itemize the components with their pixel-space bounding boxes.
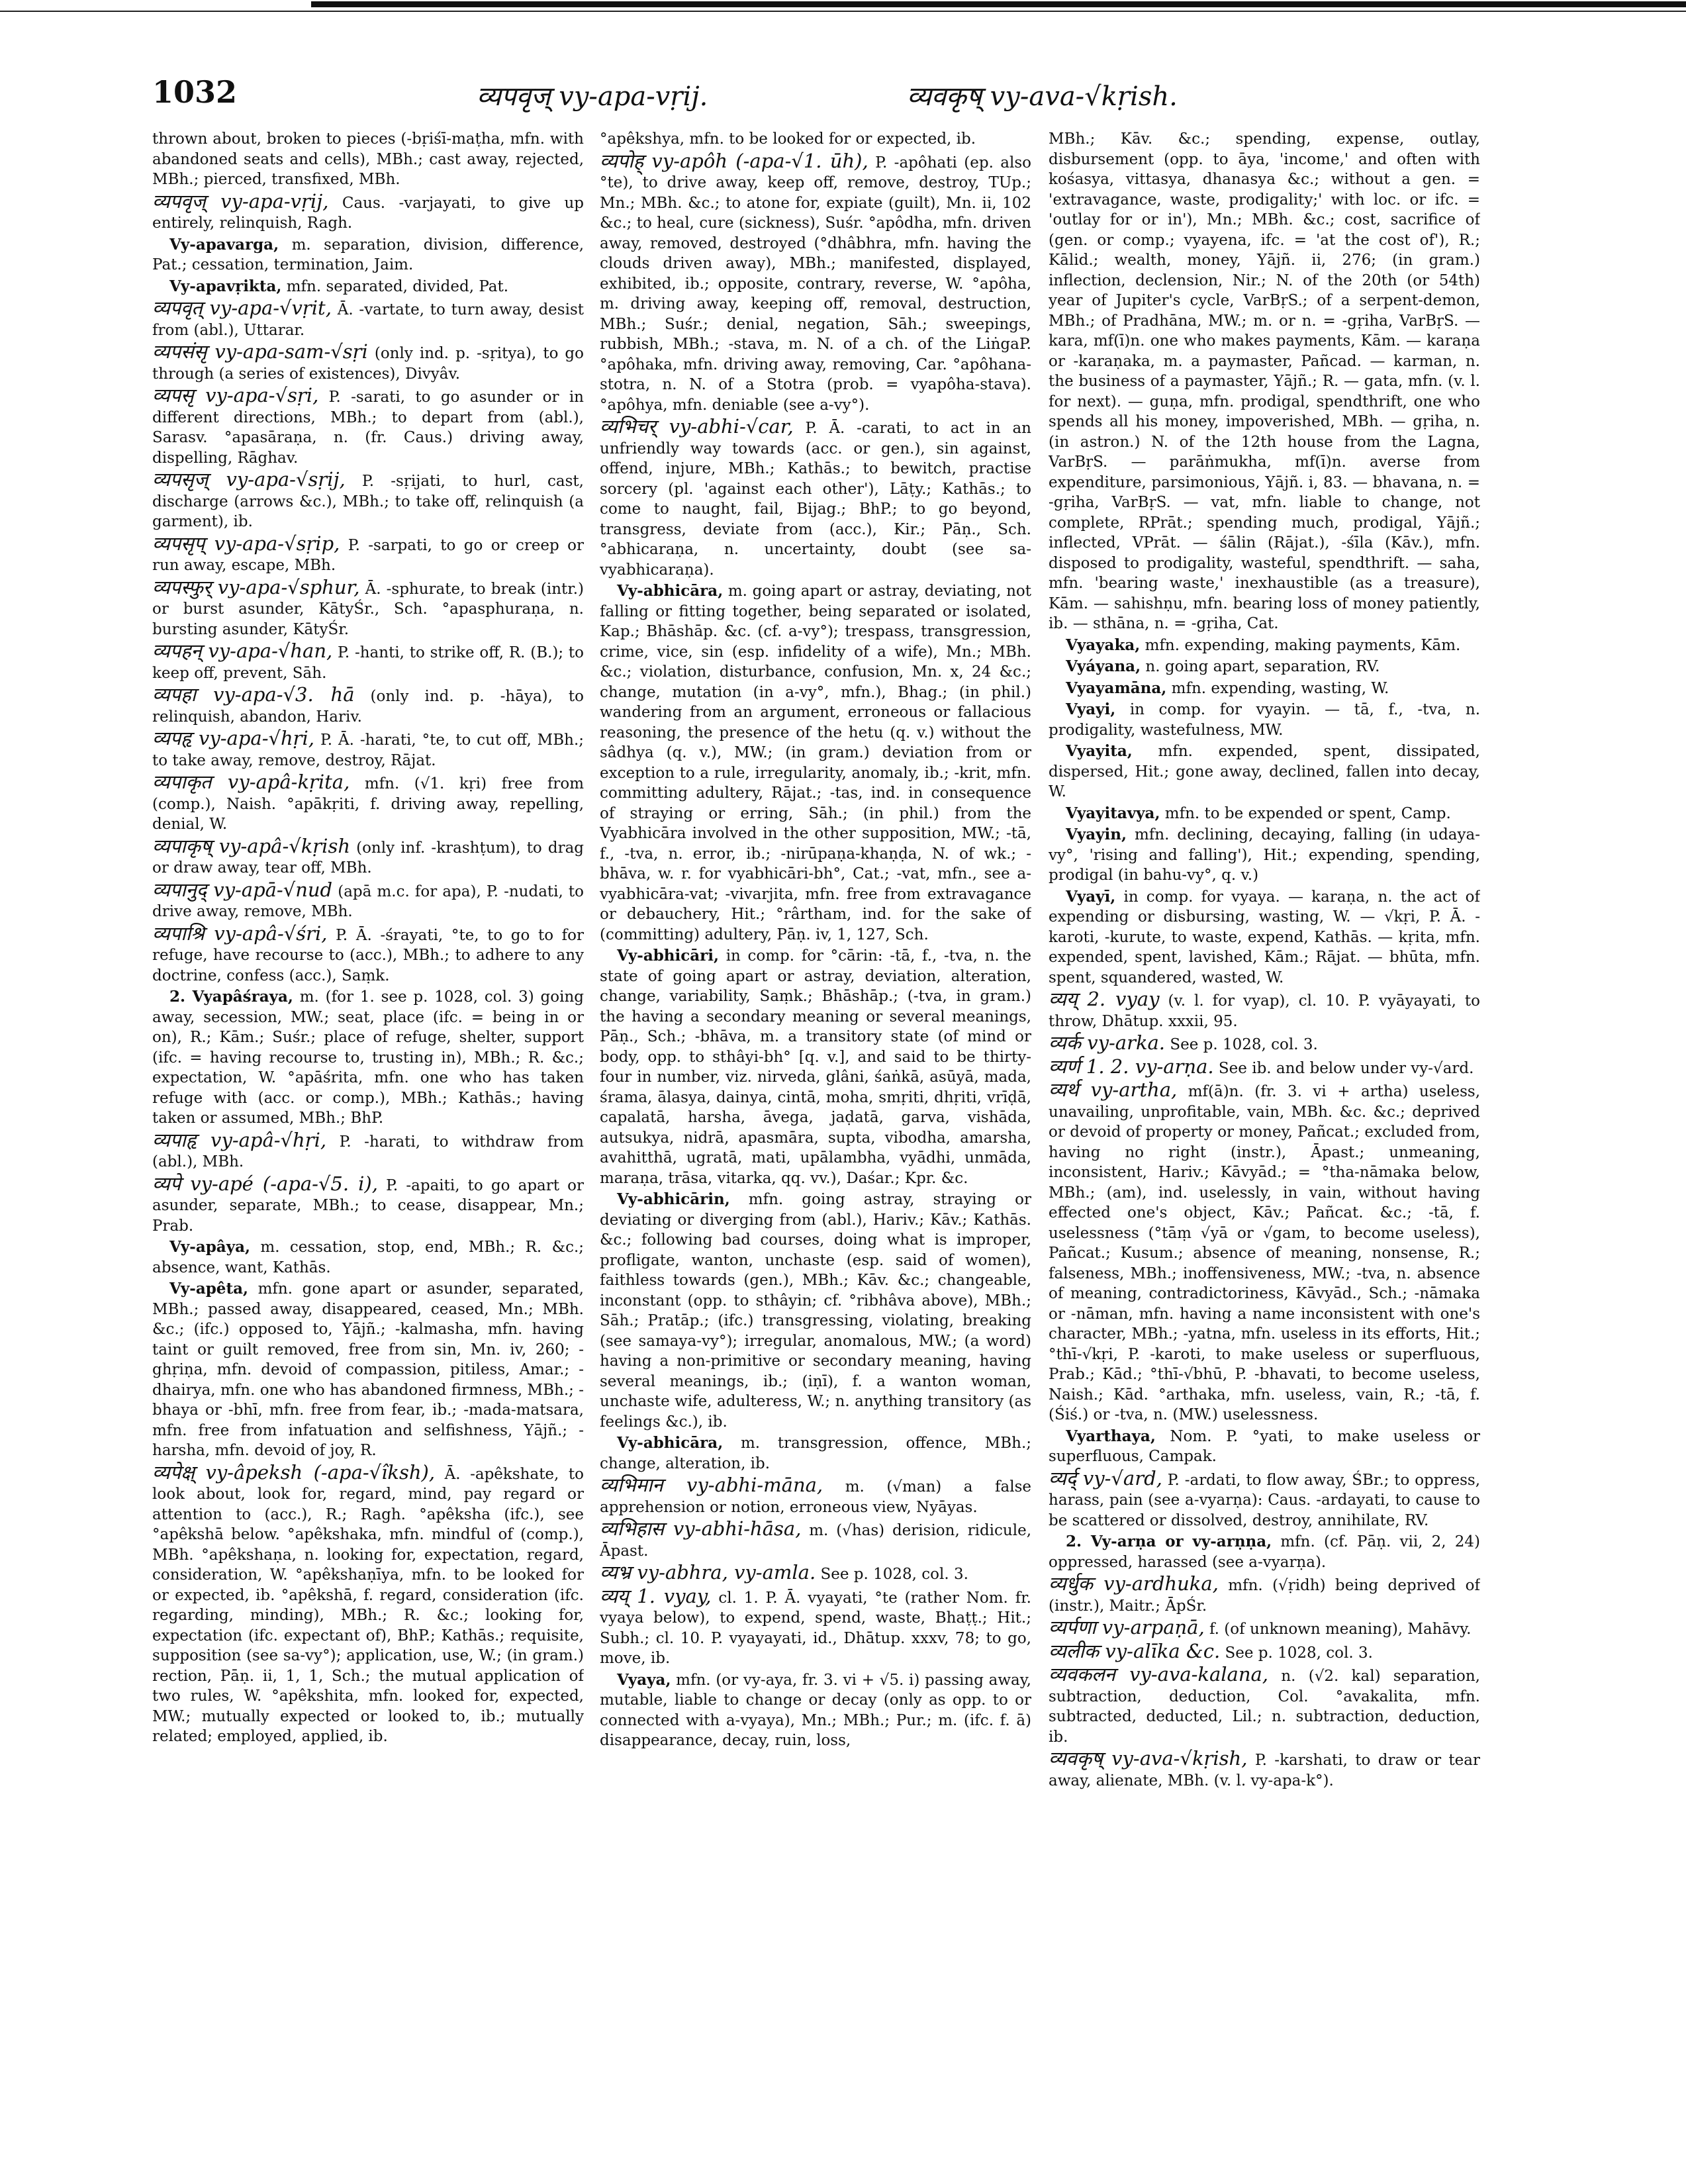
entry-headword: व्यपे vy-apé (-apa-√5. i), <box>152 1172 378 1195</box>
entry-headword: व्यभ्र vy-abhra, vy-amla. <box>600 1561 816 1584</box>
dictionary-entry <box>152 641 584 683</box>
entry-headword: Vyayin, <box>1066 826 1127 843</box>
entry-headword: व्यपेक्ष् vy-âpeksh (-apa-√îksh), <box>152 1460 436 1484</box>
dictionary-entry <box>152 685 584 727</box>
dictionary-entry <box>152 924 584 986</box>
entry-definition: mfn. declining, decaying, falling (in udaya-vy°, 'rising and falling'), Hit.; expending, spending, prodigal (in bahu-vy°, q. v.) <box>1049 826 1480 884</box>
dictionary-entry <box>1049 1664 1480 1747</box>
dictionary-entry <box>1049 1641 1480 1664</box>
entry-headword: Vy-apâya, <box>169 1238 250 1256</box>
entry-headword: Vyáyana, <box>1066 657 1141 675</box>
entry-definition: in comp. for °cārin: -tā, f., -tva, n. the state of going apart or astray, deviation, alteration, change, variability, Saṃk.; Bhāshāp.; (-tva, in gram.) the having a secondary meaning or several meanings, Pāṇ., Sch.; -bhāva, m. a transitory state (of mind or body, opp. to sthâyi-bh° [q. v.], and said to be thirty-four in number, viz. nirveda, glâni, śaṅkā, asūyā, mada, śrama, ālasya, dainya, cintā, moha, smṛiti, dhṛiti, vrīḍā, capalatā, harsha, āvega, jaḍatā, garva, vishāda, autsukya, nidrā, apasmāra, supta, vibodha, amarsha, avahitthā, ugratā, mati, upālambha, vyādhi, unmāda, maraṇa, trāsa, vitarka, qq. vv.), Daśar.; Kpr. &c. <box>600 947 1031 1187</box>
entry-headword: व्यपहा vy-apa-√3. hā <box>152 683 355 706</box>
entry-headword: व्यपवृत् vy-apa-√vṛit, <box>152 297 332 319</box>
dictionary-entry <box>152 1174 584 1237</box>
entry-headword: व्यपहन् vy-apa-√han, <box>152 640 333 662</box>
entry-definition: Caus. -varjayati, to give up entirely, relinquish, Ragh. <box>152 194 584 232</box>
entry-definition: mfn. expended, spent, dissipated, dispersed, Hit.; gone away, declined, fallen into decay, W. <box>1049 743 1480 800</box>
dictionary-entry <box>600 1475 1031 1517</box>
sub-entry <box>1049 636 1480 656</box>
entry-headword: Vyayita, <box>1066 742 1133 760</box>
entry-definition: n. going apart, separation, RV. <box>1145 658 1380 675</box>
entry-headword: व्यपाहृ vy-apâ-√hṛi, <box>152 1128 327 1151</box>
top-thin-rule <box>0 11 1686 12</box>
dictionary-entry <box>1049 1057 1480 1079</box>
entry-headword: व्यपसृज् vy-apa-√sṛij, <box>152 468 346 491</box>
entry-headword: व्यपहृ vy-apa-√hṛi, <box>152 727 315 749</box>
entry-definition: P. -sarati, to go asunder or in different directions, MBh.; to depart from (abl.), Sarasv. °apasāraṇa, n. (fr. Caus.) driving away, dispelling, Rāghav. <box>152 389 584 467</box>
entry-definition: in comp. for vyayin. — tā, f., -tva, n. prodigality, wastefulness, MW. <box>1049 701 1480 739</box>
dictionary-entry <box>152 298 584 340</box>
dictionary-entry <box>152 1130 584 1172</box>
dictionary-entry <box>1049 1617 1480 1640</box>
entry-definition: m. (for 1. see p. 1028, col. 3) going away, secession, MW.; seat, place (ifc. = being in or on), R.; Kām.; Suśr.; place of refuge, shelter, support (ifc. = having recourse to, trusting in), MBh.; R. &c.; expectation, W. °apāśrita, mfn. one who has taken refuge with (acc. or comp.), MBh.; Kathās.; having taken or assumed, MBh.; BhP. <box>152 988 584 1127</box>
entry-definition: m. transgression, offence, MBh.; change, alteration, ib. <box>600 1435 1031 1472</box>
dictionary-entry <box>152 772 584 835</box>
entry-headword: व्यपाकृष् vy-apâ-√kṛish <box>152 834 351 857</box>
entry-definition: MBh.; Kāv. &c.; spending, expense, outlay, disbursement (opp. to āya, 'income,' and often with kośasya, vittasya, dhanasya &c.; without a gen. = 'extravagance, waste, prodigality;' with loc. or ifc. = 'outlay for or in'), Mn.; MBh. &c.; cost, sacrifice of (gen. or comp.; vyayena, ifc. = 'at the cost of'), R.; Kālid.; wealth, money, Yājñ. ii, 276; (in gram.) inflection, declension, Nir.; N. of the 20th (or 54th) year of Jupiter's cycle, VarBṛS.; of a serpent-demon, MBh.; of Pradhāna, MW.; m. or n. = -gṛiha, VarBṛS. — kara, mf(ī)n. one who makes payments, Kām. — karaṇa or -karaṇaka, m. a paymaster, Pañcad. — karman, n. the business of a paymaster, Yājñ.; R. — gata, mfn. (v. l. for next). — guṇa, mfn. prodigal, spendthrift, one who spends all his money, impoverished, MBh. — gṛiha, n. (in astron.) N. of the 12th house from the Lagna, VarBṛS. — parāṅmukha, mf(ī)n. averse from expenditure, parsimonious, Yājñ. i, 83. — bhavana, n. = -gṛiha, VarBṛS. — vat, mfn. liable to change, not complete, RPrāt.; spending much, prodigal, Yājñ.; inflected, VPrāt. — śālin (Rājat.), -śīla (Kāv.), mfn. disposed to prodigality, wasteful, spendthrift. — saha, mfn. 'bearing waste,' inexhaustible (as a treasure), Kām. — sahishṇu, mfn. bearing loss of money patiently, ib. — sthāna, n. = -gṛiha, Cat. <box>1049 130 1480 632</box>
sub-entry <box>1049 887 1480 988</box>
entry-definition: P. Ā. -harati, °te, to cut off, MBh.; to take away, remove, destroy, Rājat. <box>152 732 584 769</box>
entry-definition: (only inf. -krashṭum), to drag or draw away, tear off, MBh. <box>152 839 584 877</box>
entry-definition: P. Ā. -śrayati, °te, to go to for refuge, have recourse to (acc.), MBh.; to adhere to any doctrine, confess (acc.), Saṃk. <box>152 926 584 984</box>
entry-definition: f. (of unknown meaning), Mahāvy. <box>1209 1621 1472 1638</box>
entry-headword: व्यभिचर् vy-abhi-√car, <box>600 415 794 438</box>
entry-headword: व्यवकृष् vy-ava-√kṛish, <box>1049 1747 1248 1770</box>
entry-headword: Vyayi, <box>1066 700 1116 718</box>
sub-entry <box>152 987 584 1129</box>
entry-definition: See p. 1028, col. 3. <box>820 1566 968 1583</box>
sub-entry <box>1049 1532 1480 1572</box>
dictionary-entry <box>152 534 584 576</box>
left-guide-word: व्यपवृज् vy-apa-vṛij. <box>477 81 708 112</box>
entry-headword: व्यय् 2. vyay <box>1049 988 1160 1010</box>
entry-headword: व्यर्ण 1. 2. vy-arṇa. <box>1049 1055 1214 1078</box>
dictionary-entry <box>600 151 1031 416</box>
entry-definition: mfn. gone apart or asunder, separated, MBh.; passed away, disappeared, ceased, Mn.; MBh. &c.; (ifc.) opposed to, Yājñ.; -kalmasha, mfn. having taint or guilt removed, free from sin, Mn. iv, 260; -ghṛiṇa, mfn. devoid of compassion, pitiless, Amar.; -dhairya, mfn. one who has abandoned firmness, MBh.; -bhaya or -bhī, mfn. free from fear, ib.; -mada-matsara, mfn. free from infatuation and selfishness, Yājñ.; -harsha, mfn. devoid of joy, R. <box>152 1280 584 1459</box>
entry-headword: व्यय् 1. vyay, <box>600 1584 712 1607</box>
entry-headword: व्यर्धुक vy-ardhuka, <box>1049 1572 1219 1595</box>
sub-entry <box>1049 741 1480 802</box>
entry-headword: Vyayitavya, <box>1066 804 1160 822</box>
dictionary-entry <box>600 1562 1031 1585</box>
page-number: 1032 <box>152 74 238 110</box>
entry-continuation <box>600 129 1031 150</box>
entry-definition: See ib. and below under vy-√ard. <box>1218 1059 1474 1077</box>
entry-definition: mfn. going astray, straying or deviating or diverging from (abl.), Hariv.; Kāv.; Kathās. &c.; following bad courses, doing what is improper, profligate, wanton, unchaste (esp. said of women), faithless towards (gen.), MBh.; Kāv. &c.; changeable, inconstant (opp. to sthâyin; cf. °ribhâva above), MBh.; Sāh.; Pratāp.; (ifc.) transgressing, violating, breaking (see samaya-vy°); irregular, anomalous, MW.; (a word) having a non-primitive or secondary meaning, having several meanings, ib.; (iṇī), f. a wanton woman, unchaste wife, adulteress, W.; n. anything transitory (as feelings &c.), ib. <box>600 1191 1031 1431</box>
page-header <box>152 74 1549 120</box>
entry-definition: P. -karshati, to draw or tear away, alienate, MBh. (v. l. vy-apa-k°). <box>1049 1752 1480 1789</box>
entry-definition: m. going apart or astray, deviating, not falling or fitting together, being separated or isolated, Kap.; Bhāshāp. &c. (cf. a-vy°); trespass, transgression, crime, vice, sin (esp. infidelity of a wife), Mn.; MBh. &c.; violation, disturbance, confusion, Mn. x, 24 &c.; change, mutation (in a-vy°, mfn.), Bhag.; (in phil.) wandering from an argument, erroneous or fallacious reasoning, the presence of the hetu (q. v.) without the sâdhya (q. v.), MW.; (in gram.) deviation from or exception to a rule, irregularity, anomaly, ib.; -krit, mfn. committing adultery, Rājat.; -tas, ind. in consequence of straying or erring, Sāh.; (in phil.) from the Vyabhicāra involved in the other supposition, MW.; -tā, f., -tva, n. error, ib.; -nirūpaṇa-khaṇḍa, N. of wk.; -bhāva, w. r. for vyabhicāri-bh°, Cat.; -vat, mfn., see a-vyabhicāra-vat; -vivarjita, mfn. free from extravagance or debauchery, Hit.; °rârtham, ind. for the sake of (committing) adultery, Pāṇ. iv, 1, 127, Sch. <box>600 583 1031 943</box>
sub-entry <box>152 1279 584 1461</box>
entry-headword: Vy-abhicāra, <box>617 1434 724 1452</box>
entry-definition: in comp. for vyaya. — karaṇa, n. the act of expending or disbursing, wasting, W. — √kṛi, P. Ā. -karoti, -kurute, to waste, expend, Kathās. — kṛita, mfn. expended, spent, lavished, Kām.; Rājat. — bhūta, mfn. spent, squandered, wasted, W. <box>1049 888 1480 986</box>
entry-definition: mfn. expending, making payments, Kām. <box>1145 636 1461 654</box>
entry-headword: व्यभिहास vy-abhi-hāsa, <box>600 1517 802 1540</box>
entry-definition: (v. l. for vyap), cl. 10. P. vyāyayati, to throw, Dhātup. xxxii, 95. <box>1049 992 1480 1030</box>
entry-definition: m. (√has) derision, ridicule, Āpast. <box>600 1522 1031 1560</box>
sub-entry <box>152 277 584 297</box>
entry-headword: Vyayī, <box>1066 887 1116 906</box>
entry-definition: mfn. (cf. Pāṇ. vii, 2, 24) oppressed, harassed (see a-vyarṇa). <box>1049 1533 1480 1571</box>
dictionary-entry <box>152 385 584 468</box>
entry-headword: 2. Vy-arṇa or vy-arṇṇa, <box>1066 1533 1272 1550</box>
dictionary-entry <box>600 416 1031 580</box>
entry-definition: m. separation, division, difference, Pat.; cessation, termination, Jaim. <box>152 236 584 273</box>
sub-entry <box>152 1237 584 1278</box>
sub-entry <box>1049 804 1480 824</box>
sub-entry <box>1049 657 1480 677</box>
dictionary-entry <box>1049 1574 1480 1616</box>
sub-entry <box>600 581 1031 945</box>
entry-definition: P. -apôhati (ep. also °te), to drive away, keep off, remove, destroy, TUp.; Mn.; MBh. &c.; to atone for, expiate (guilt), Mn. ii, 102 &c.; to heal, cure (sickness), Suśr. °apôdha, mfn. driven away, removed, destroyed (°dhâbhra, mfn. having the clouds driven away), MBh.; manifested, displayed, exhibited, ib.; opposite, contrary, reverse, W. °apôha, m. driving away, keeping off, removal, destruction, MBh.; Suśr.; denial, negation, Sāh.; sweepings, rubbish, MBh.; -stava, m. N. of a ch. of the LiṅgaP. °apôhaka, mfn. driving away, removing, Car. °apôhana-stotra, n. N. of a Stotra (prob. = vyapôha-stava). °apôhya, mfn. deniable (see a-vy°). <box>600 154 1031 414</box>
sub-entry <box>600 1190 1031 1432</box>
entry-headword: Vy-abhicāra, <box>617 582 724 600</box>
entry-headword: व्यर्द् vy-√ard, <box>1049 1466 1162 1490</box>
entry-definition: P. -hanti, to strike off, R. (B.); to keep off, prevent, Sāh. <box>152 644 584 682</box>
entry-headword: व्यपोह् vy-apôh (-apa-√1. ūh), <box>600 149 868 172</box>
entry-headword: व्यपानुद् vy-apā-√nud <box>152 878 333 901</box>
entry-continuation <box>152 129 584 190</box>
entry-definition: P. -ardati, to flow away, ŚBr.; to oppress, harass, pain (see a-vyarṇa): Caus. -ardayati, to cause to be scattered or dissolved, destroy, annihilate, RV. <box>1049 1471 1480 1529</box>
dictionary-entry <box>152 577 584 640</box>
entry-headword: Vyayaka, <box>1066 636 1141 654</box>
entry-definition: n. (√2. kal) separation, subtraction, deduction, Col. °avakalita, mfn. subtracted, deducted, Lil.; n. subtraction, deduction, ib. <box>1049 1668 1480 1746</box>
entry-headword: Vy-apavṛikta, <box>169 277 282 295</box>
dictionary-columns <box>152 129 1549 2168</box>
entry-definition: mfn. to be expended or spent, Camp. <box>1164 804 1451 822</box>
sub-entry <box>1049 1427 1480 1467</box>
dictionary-entry <box>152 836 584 878</box>
sub-entry <box>1049 700 1480 740</box>
entry-definition: cl. 1. P. Ā. vyayati, °te (rather Nom. fr. vyaya below), to expend, spend, waste, Bhaṭṭ.; Hit.; Subh.; cl. 10. P. vyayayati, id., Dhātup. xxxv, 78; to go, move, ib. <box>600 1589 1031 1667</box>
dictionary-entry <box>152 1462 584 1747</box>
entry-definition: mfn. (√ṛidh) being deprived of (instr.), Maitr.; ĀpŚr. <box>1049 1577 1480 1615</box>
entry-definition: P. -sṛijati, to hurl, cast, discharge (arrows &c.), MBh.; to take off, relinquish (a garment), ib. <box>152 473 584 530</box>
dictionary-entry <box>152 880 584 922</box>
dictionary-entry <box>152 191 584 234</box>
entry-headword: Vyarthaya, <box>1066 1427 1156 1445</box>
entry-definition: P. -apaiti, to go apart or asunder, separate, MBh.; to cease, disappear, Mn.; Prab. <box>152 1176 584 1235</box>
sub-entry <box>600 1670 1031 1751</box>
entry-headword: व्यर्थ vy-artha, <box>1049 1078 1178 1101</box>
dictionary-entry <box>152 728 584 771</box>
entry-headword: Vyaya, <box>617 1670 671 1689</box>
dictionary-entry <box>600 1586 1031 1669</box>
entry-definition: See p. 1028, col. 3. <box>1170 1036 1318 1053</box>
entry-definition: m. cessation, stop, end, MBh.; R. &c.; absence, want, Kathās. <box>152 1239 584 1276</box>
entry-headword: व्यलीक vy-alīka &c. <box>1049 1639 1221 1662</box>
sub-entry <box>600 1433 1031 1474</box>
entry-continuation <box>1049 129 1480 634</box>
entry-headword: Vy-abhicārin, <box>617 1190 730 1208</box>
entry-definition: Nom. P. °yati, to make useless or superfluous, Campak. <box>1049 1427 1480 1465</box>
entry-headword: व्यपसंसृ vy-apa-sam-√sṛi <box>152 340 368 363</box>
entry-definition: °apêkshya, mfn. to be looked for or expected, ib. <box>600 130 976 148</box>
entry-headword: Vy-apavarga, <box>169 235 279 254</box>
sub-entry <box>600 946 1031 1188</box>
entry-definition: Ā. -vartate, to turn away, desist from (abl.), Uttarar. <box>152 301 584 339</box>
entry-headword: 2. Vyapâśraya, <box>169 988 293 1006</box>
right-guide-word: व्यवकृष् vy-ava-√kṛish. <box>907 81 1178 112</box>
entry-headword: व्यपस्फुर् vy-apa-√sphur, <box>152 575 360 598</box>
entry-definition: P. -sarpati, to go or creep or run away, escape, MBh. <box>152 536 584 574</box>
sub-entry <box>152 235 584 275</box>
sub-entry <box>1049 679 1480 699</box>
entry-headword: Vy-abhicāri, <box>617 947 720 965</box>
entry-definition: (only ind. p. -hāya), to relinquish, abandon, Hariv. <box>152 688 584 726</box>
entry-definition: mfn. expending, wasting, W. <box>1171 679 1389 697</box>
entry-headword: व्यर्पणा vy-arpaṇā, <box>1049 1616 1205 1638</box>
entry-definition: mfn. (√1. kṛi) free from (comp.), Naish. °apākṛiti, f. driving away, repelling, denial, W. <box>152 775 584 833</box>
entry-definition: m. (√man) a false apprehension or notion, erroneous view, Nyāyas. <box>600 1478 1031 1516</box>
entry-headword: व्यपसृ vy-apa-√sṛi, <box>152 384 319 406</box>
entry-headword: व्यपवृज् vy-apa-vṛij, <box>152 189 329 213</box>
dictionary-entry <box>1049 1080 1480 1425</box>
entry-definition: mfn. (or vy-aya, fr. 3. vi + √5. i) passing away, mutable, liable to change or decay (only as opp. to or connected with a-vyaya), Mn.; MBh.; Pur.; m. (ifc. f. ā) disappearance, decay, ruin, loss, <box>600 1671 1031 1749</box>
entry-headword: व्यवकलन vy-ava-kalana, <box>1049 1663 1269 1685</box>
entry-definition: (apā m.c. for apa), P. -nudati, to drive away, remove, MBh. <box>152 882 584 920</box>
dictionary-entry <box>600 1519 1031 1561</box>
entry-definition: P. Ā. -carati, to act in an unfriendly way towards (acc. or gen.), sin against, offend, injure, MBh.; Kathās.; to bewitch, practise sorcery (pl. 'against each other'), Lāṭy.; Kathās.; to come to naught, fail, Bijag.; BhP.; to go beyond, transgress, deviate from (acc.), Kir.; Pāṇ., Sch. °abhicaraṇa, n. uncertainty, doubt (see sa-vyabhicaraṇa). <box>600 420 1031 579</box>
dictionary-entry <box>1049 989 1480 1031</box>
entry-definition: Ā. -sphurate, to break (intr.) or burst asunder, KātyŚr., Sch. °apasphuraṇa, n. bursting asunder, KātyŚr. <box>152 580 584 638</box>
entry-headword: व्यपाकृत vy-apâ-kṛita, <box>152 771 350 793</box>
top-thick-rule <box>311 1 1686 7</box>
entry-headword: Vy-apêta, <box>169 1280 248 1298</box>
entry-headword: व्यपसृप् vy-apa-√sṛip, <box>152 532 340 555</box>
column-1 <box>152 129 584 2168</box>
dictionary-entry <box>1049 1468 1480 1531</box>
dictionary-entry <box>152 469 584 532</box>
entry-definition: thrown about, broken to pieces (-bṛiśī-maṭha, mfn. with abandoned seats and cells), MBh.; cast away, rejected, MBh.; pierced, transfixed, MBh. <box>152 130 584 188</box>
entry-headword: Vyayamāna, <box>1066 679 1167 697</box>
entry-definition: Ā. -apêkshate, to look about, look for, regard, mind, pay regard or attention to (acc.), R.; Ragh. °apêksha (ifc.), see °apêkshā below. °apêkshaka, mfn. mindful of (comp.), MBh. °apêkshaṇa, n. looking for, expectation, regard, consideration, W. °apêkshaṇīya, mfn. to be looked for or expected, ib. °apêkshā, f. regard, consideration (ifc. regarding, minding), MBh.; R. &c.; looking for, expectation (ifc. expectant of), BhP.; Kathās.; requisite, supposition (see sa-vy°); application, use, W.; (in gram.) rection, Pāṇ. ii, 1, 1, Sch.; the mutual application of two rules, W. °apêkshita, mfn. looked for, expected, MW.; mutually expected or looked to, ib.; mutually related; employed, applied, ib. <box>152 1465 584 1745</box>
entry-definition: P. -harati, to withdraw from (abl.), MBh. <box>152 1133 584 1170</box>
entry-definition: (only ind. p. -sṛitya), to go through (a series of existences), Divyâv. <box>152 345 584 383</box>
entry-headword: व्यभिमान vy-abhi-māna, <box>600 1474 823 1496</box>
dictionary-entry <box>1049 1748 1480 1791</box>
entry-headword: व्यपाश्रि vy-apâ-√śri, <box>152 922 328 945</box>
column-2 <box>600 129 1031 2168</box>
dictionary-entry <box>1049 1033 1480 1055</box>
entry-definition: mf(ā)n. (fr. 3. vi + artha) useless, unavailing, unprofitable, vain, MBh. &c. &c.; deprived or devoid of property or money, Pañcat.; excluded from, having no right (instr.), Āpast.; unmeaning, inconsistent, Hariv.; Kāvyād.; = °tha-nāmaka below, MBh.; (am), ind. uselessly, in vain, without having effected one's object, Kāv.; Pañcat. &c.; -tā, f. uselessness (°tāṃ √yā or √gam, to become useless), Pañcat.; Kusum.; absence of meaning, nonsense, R.; falseness, MBh.; inoffensiveness, MW.; -tva, n. absence of meaning, contradictoriness, Kāvyād., Sch.; -nāmaka or -nāman, mfn. having a name inconsistent with one's character, MBh.; -yatna, mfn. useless in its efforts, Hit.; °thī-√kṛi, P. -karoti, to make useless or superfluous, Prab.; Kād.; °thī-√bhū, P. -bhavati, to become useless, Naish.; Kād. °arthaka, mfn. useless, vain, R.; -tā, f. (Śiś.) or -tva, n. (MW.) uselessness. <box>1049 1083 1480 1423</box>
sub-entry <box>1049 825 1480 886</box>
column-3 <box>1049 129 1480 2168</box>
dictionary-entry <box>152 342 584 384</box>
entry-definition: mfn. separated, divided, Pat. <box>286 277 509 295</box>
page-top-rule <box>0 0 1686 24</box>
entry-headword: व्यर्क vy-arka. <box>1049 1031 1166 1054</box>
entry-definition: See p. 1028, col. 3. <box>1225 1644 1373 1662</box>
